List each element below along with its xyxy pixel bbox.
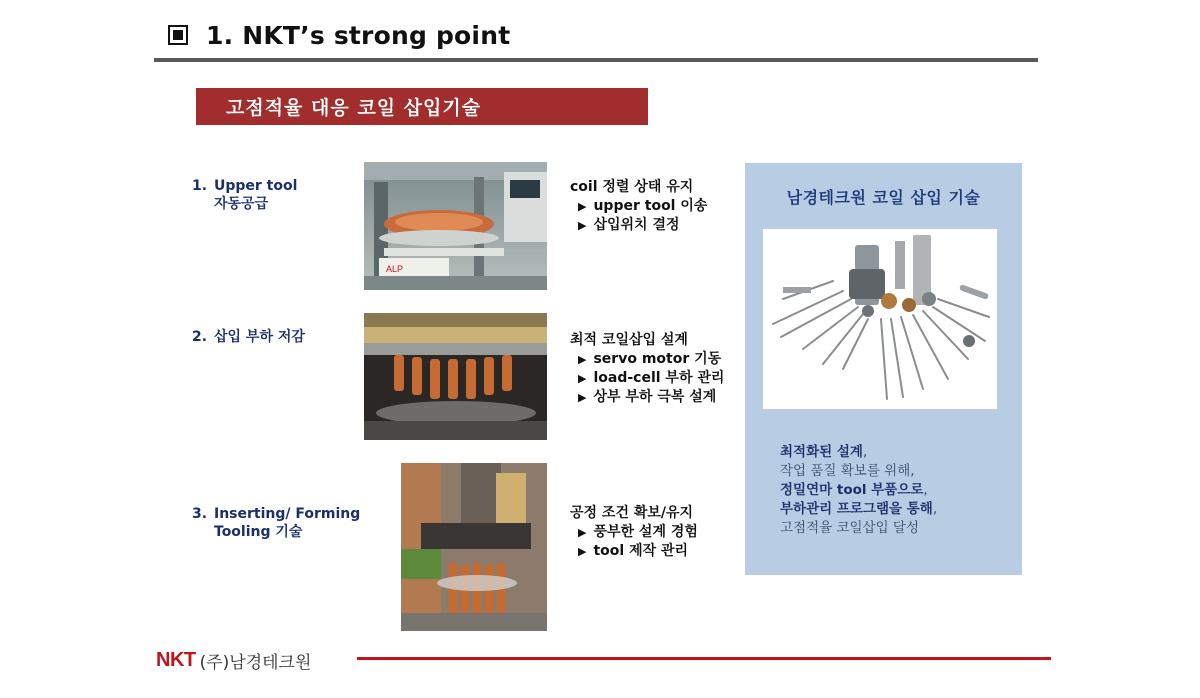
item-2-bullet-3: ▶ 상부 부하 극복 설계 <box>570 388 724 407</box>
square-bullet-icon <box>168 25 188 45</box>
item-1-bullet-2: ▶ 삽입위치 결정 <box>570 216 707 235</box>
item-1-bullet-1: ▶ upper tool 이송 <box>570 197 707 216</box>
panel-text <box>780 443 937 538</box>
footer-logo <box>156 648 311 672</box>
section-banner: 고점적율 대응 코일 삽입기술 <box>196 88 648 125</box>
nkt-logo: NKT <box>156 648 196 671</box>
item-1-desc-title: coil 정렬 상태 유지 <box>570 179 694 195</box>
item-3-bullet-1: ▶ 풍부한 설계 경험 <box>570 523 698 542</box>
panel-line-5: 고점적율 코일삽입 달성 <box>780 520 919 536</box>
item-2-bullet-1: ▶ servo motor 기동 <box>570 350 724 369</box>
item-1-label-line2: 자동공급 <box>214 196 269 212</box>
coil-insert-photo <box>364 313 547 440</box>
item-3-description <box>570 504 698 561</box>
panel-line-3: 정밀연마 tool 부품으로, <box>780 482 928 498</box>
page-title: 1. NKT’s strong point <box>206 20 511 50</box>
panel-line-1: 최적화된 설계, <box>780 444 868 460</box>
item-2-bullet-2: ▶ load-cell 부하 관리 <box>570 369 724 388</box>
tool-parts-photo <box>763 229 997 409</box>
item-2-label-line1: 삽입 부하 저감 <box>214 329 305 345</box>
page-header <box>168 18 510 52</box>
item-3-label: 3. Inserting/ Forming Tooling 기술 <box>192 506 361 540</box>
item-2-desc-title: 최적 코일삽입 설계 <box>570 332 688 348</box>
footer-divider <box>357 657 1051 660</box>
item-2-label: 2. 삽입 부하 저감 <box>192 329 305 345</box>
item-1-label-line1: Upper tool <box>214 178 298 194</box>
item-3-label-line1: Inserting/ Forming <box>214 506 361 522</box>
svg-text:ALP: ALP <box>386 264 404 274</box>
item-1-label: 1. Upper tool 자동공급 <box>192 178 298 212</box>
panel-line-4: 부하관리 프로그램을 통해, <box>780 501 938 517</box>
panel-title: 남경테크원 코일 삽입 기술 <box>786 188 981 207</box>
title-divider <box>154 58 1038 62</box>
panel-line-2: 작업 품질 확보를 위해, <box>780 463 915 479</box>
item-3-bullet-2: ▶ tool 제작 관리 <box>570 542 698 561</box>
machine-photo <box>364 162 547 290</box>
tech-summary-panel <box>745 163 1022 575</box>
item-1-description <box>570 178 707 235</box>
forming-photo <box>401 463 547 631</box>
item-3-desc-title: 공정 조건 확보/유지 <box>570 505 694 521</box>
item-2-description <box>570 331 724 407</box>
company-name: (주)남경테크원 <box>199 652 312 673</box>
item-3-label-line2: Tooling 기술 <box>214 524 303 540</box>
